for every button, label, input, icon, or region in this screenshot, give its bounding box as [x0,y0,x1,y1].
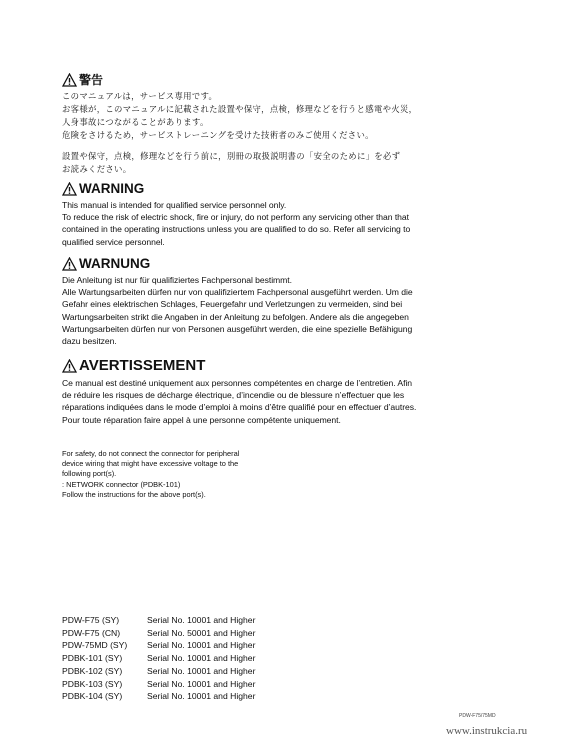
warning-line: Alle Wartungsarbeiten dürfen nur von qualifiziertem Fachpersonal ausgeführt werden. Um die [62,287,413,298]
list-item [62,678,342,691]
warning-title-english: WARNING [79,181,145,196]
warning-section-english [62,181,472,248]
warning-line: 人身事故につながることがあります。 [62,117,209,127]
warning-line: Pour toute réparation faire appel à une personne compétente uniquement. [62,414,341,425]
watermark-text: www.instrukcia.ru [446,725,528,737]
model-name: PDBK-103 (SY) [62,678,123,689]
warning-triangle-icon [62,257,77,271]
warning-triangle-icon [62,359,77,373]
warning-line: To reduce the risk of electric shock, fire or injury, do not perform any servicing other than that [62,212,409,223]
warning-title-french: AVERTISSEMENT [79,357,206,374]
serial-range: Serial No. 10001 and Higher [147,640,256,651]
warning-heading-english [62,181,472,197]
footer-model-code: PDW-F75/75MD [459,713,496,719]
warning-line: Gefahr eines elektrischen Schlages, Feuergefahr und Verletzungen zu vermeiden, sind bei [62,299,403,310]
warning-line: 設置や保守，点検，修理などを行う前に，別冊の取扱説明書の「安全のために」を必ず [62,151,401,161]
warning-triangle-icon [62,182,77,196]
warning-line: お読みください。 [62,164,132,174]
safety-note [62,449,322,500]
list-item [62,690,342,703]
warning-line: contained in the operating instructions unless you are qualified to do so. Refer all servicing to [62,224,411,235]
serial-range: Serial No. 10001 and Higher [147,615,256,625]
model-name: PDBK-101 (SY) [62,653,123,664]
warning-line: お客様が，このマニュアルに記載された設置や保守，点検，修理などを行うと感電や火災， [62,104,418,114]
safety-line: device wiring that might have excessive voltage to the [62,459,239,469]
warning-line: réparations indiquées dans le mode d’emploi à moins d’être qualifié pour en effectuer d’autres. [62,402,417,413]
serial-range: Serial No. 10001 and Higher [147,691,256,702]
serial-range: Serial No. 10001 and Higher [147,678,256,689]
warning-line: Wartungsarbeiten strikt die Angaben in der Anleitung zu befolgen. Andere als die angegeben [62,311,409,322]
warning-triangle-icon [62,73,77,87]
warning-heading-german [62,256,472,272]
warning-line: 危険をさけるため，サービストレーニングを受けた技術者のみご使用ください。 [62,130,374,140]
warning-line: Wartungsarbeiten dürfen nur von Personen ausgeführt werden, die eine spezielle Befähigung [62,323,413,334]
list-item [62,627,342,640]
serial-range: Serial No. 50001 and Higher [147,627,256,638]
warning-line: dazu besitzen. [62,336,117,347]
model-name: PDBK-102 (SY) [62,665,123,676]
list-item [62,614,342,627]
safety-line: Follow the instructions for the above port(s). [62,489,206,499]
warning-line: qualified service personnel. [62,236,165,247]
serial-number-list [62,614,342,703]
serial-range: Serial No. 10001 and Higher [147,653,256,664]
list-item [62,665,342,678]
safety-line: : NETWORK connector (PDBK-101) [62,479,181,489]
list-item [62,639,342,652]
warning-line: de réduire les risques de décharge électrique, d’incendie ou de blessure n’effectuer que les [62,390,405,401]
warning-line: Ce manual est destiné uniquement aux personnes compétentes en charge de l’entretien. Afin [62,378,413,388]
model-name: PDBK-104 (SY) [62,691,123,702]
warning-section-french [62,357,472,426]
safety-line: following port(s). [62,469,117,479]
warning-section-german [62,256,472,347]
warning-title-german: WARNUNG [79,256,151,271]
model-name: PDW-75MD (SY) [62,640,128,651]
model-name: PDW-F75 (CN) [62,627,121,638]
list-item [62,652,342,665]
serial-range: Serial No. 10001 and Higher [147,665,256,676]
warning-heading-japanese [62,72,472,88]
warning-heading-french [62,357,472,375]
warning-line: Die Anleitung ist nur für qualifiziertes Fachpersonal bestimmt. [62,275,292,285]
model-name: PDW-F75 (SY) [62,615,120,625]
warning-section-japanese [62,72,472,176]
safety-line: For safety, do not connect the connector for peripheral [62,449,240,458]
warning-line: このマニュアルは，サービス専用です。 [62,91,218,101]
warning-title-japanese: 警告 [79,73,104,87]
warning-line: This manual is intended for qualified service personnel only. [62,200,287,210]
